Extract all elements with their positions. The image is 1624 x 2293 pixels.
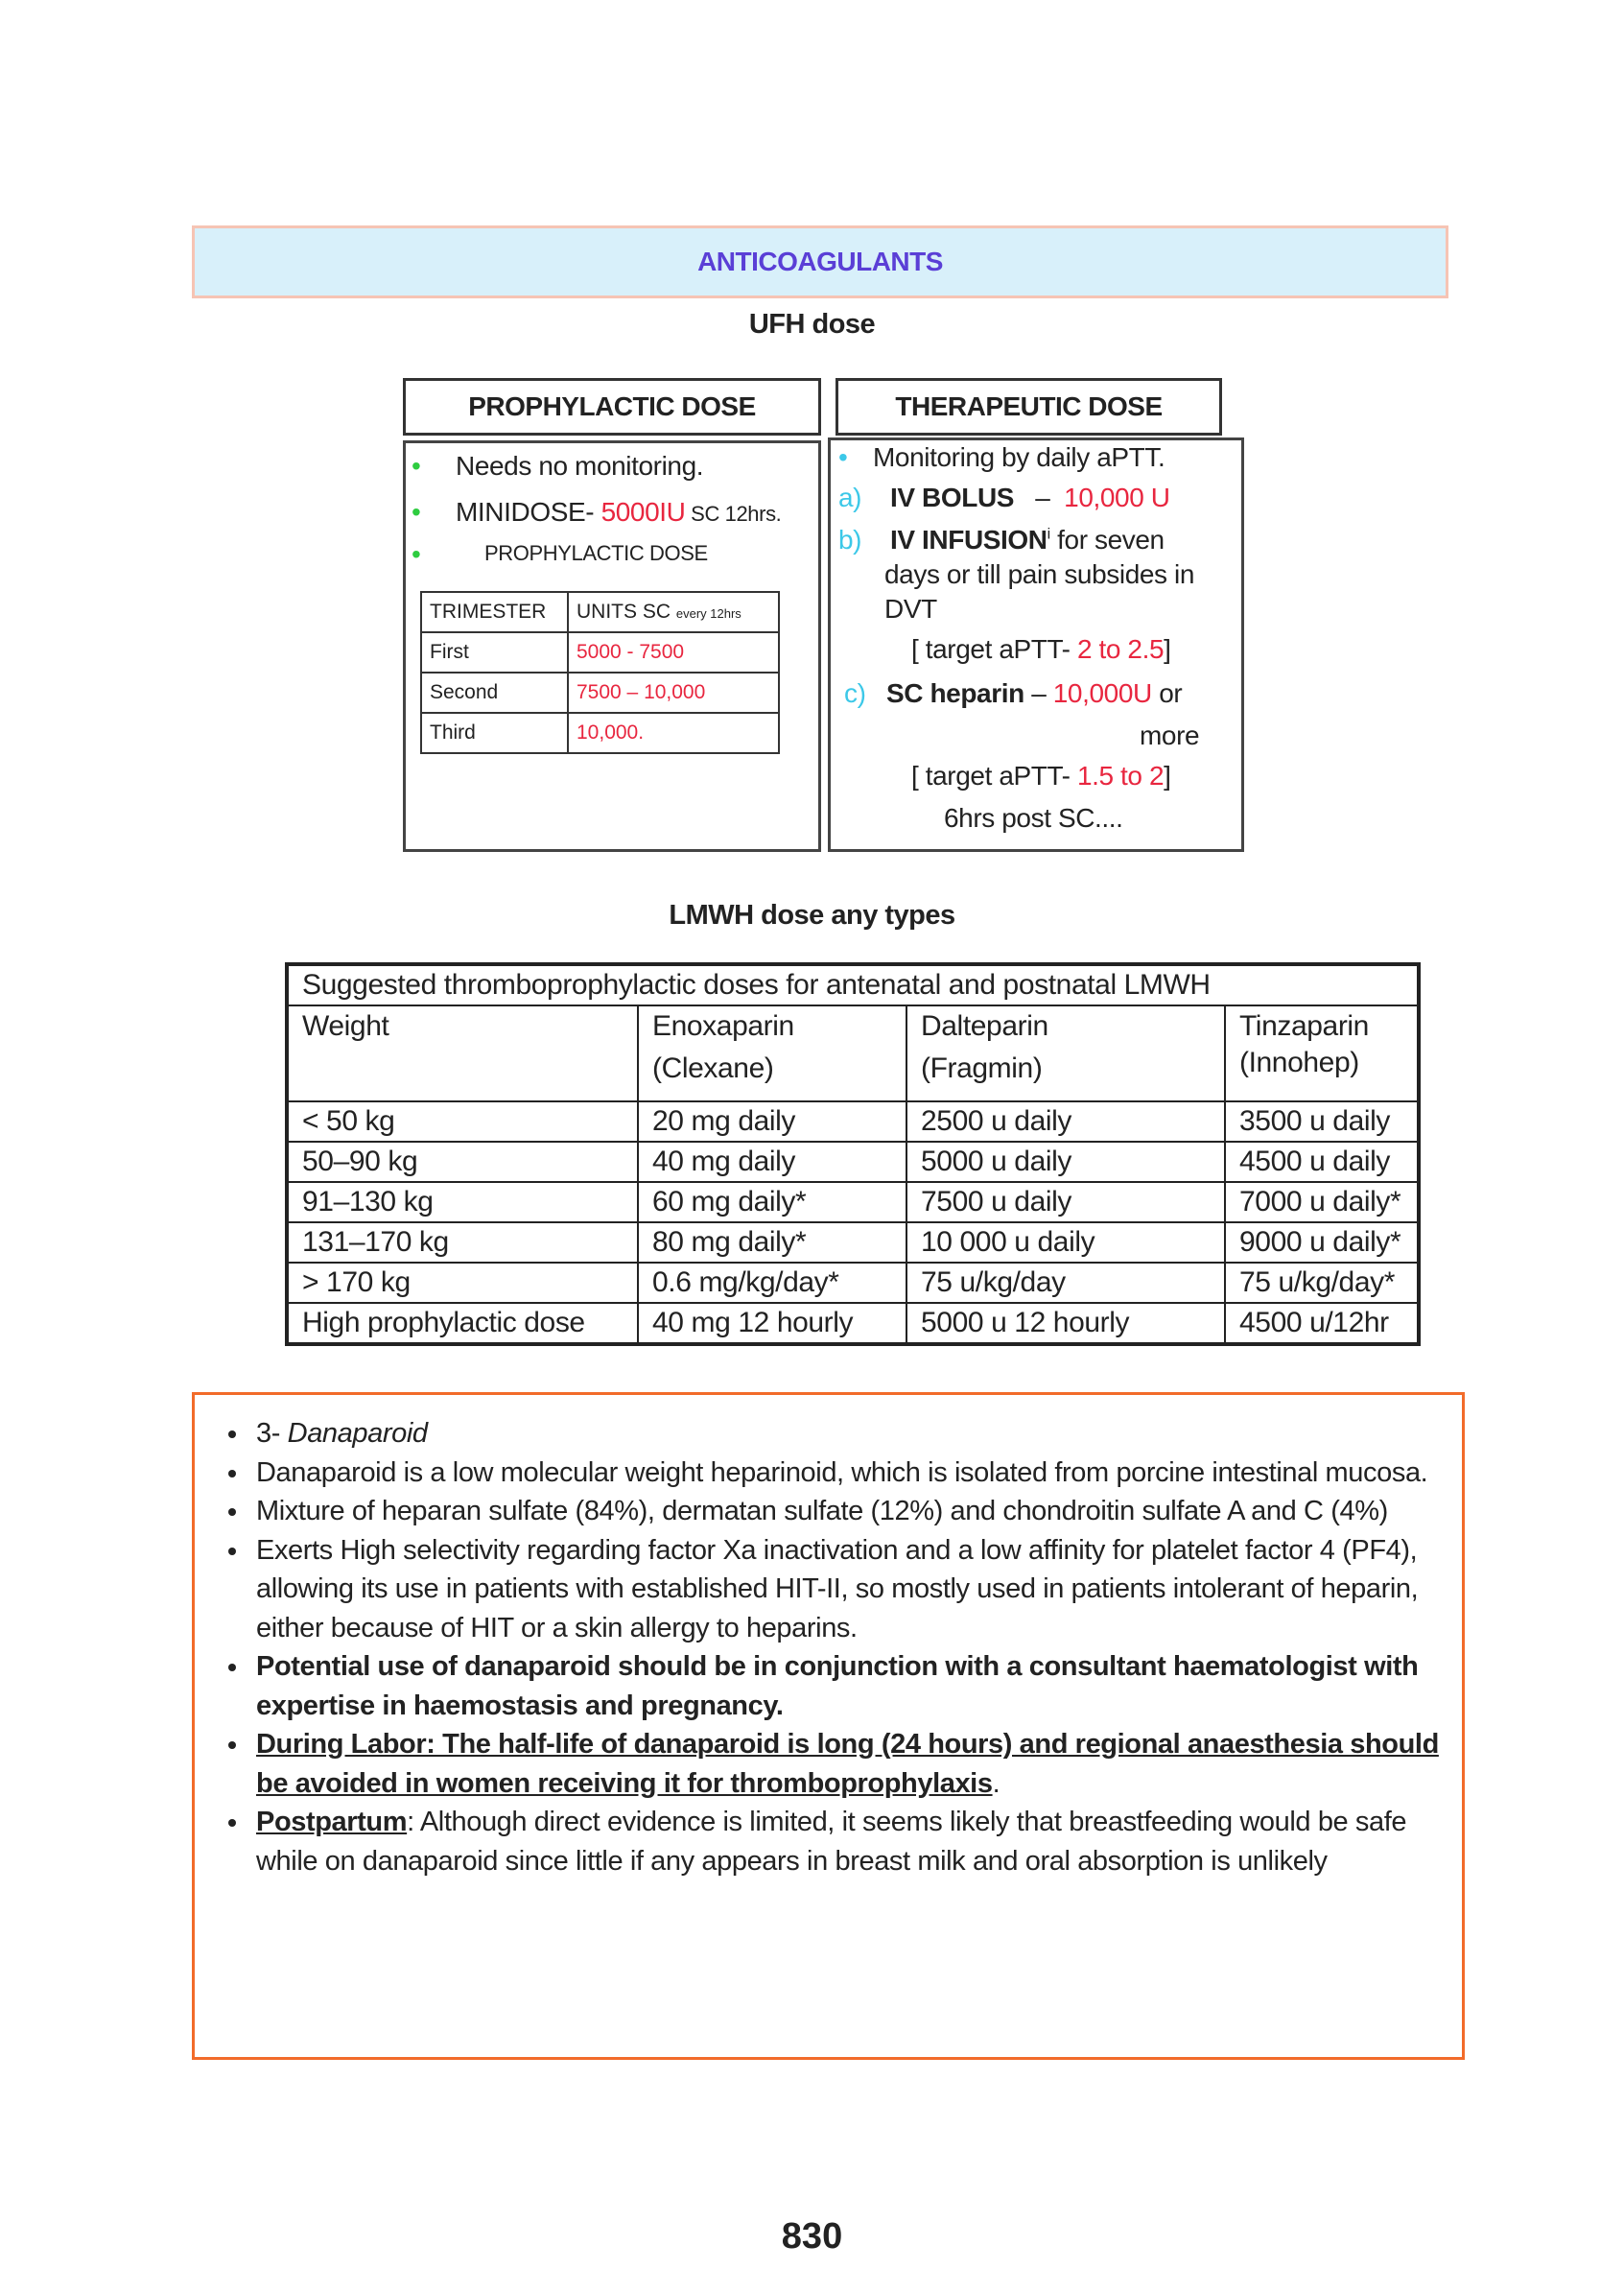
trimester-cell: Third bbox=[421, 713, 568, 753]
list-item bbox=[250, 1414, 1443, 1454]
table-row bbox=[287, 1263, 1419, 1303]
danaparoid-list bbox=[195, 1395, 1462, 1880]
dash: – bbox=[1035, 483, 1050, 512]
post-sc-text: 6hrs post SC.... bbox=[944, 803, 1123, 833]
prophylactic-subheading: PROPHYLACTIC DOSE bbox=[484, 541, 708, 565]
section-number: 3- bbox=[256, 1418, 288, 1449]
list-item: • Danaparoid is a low molecular weight heparinoid, which is isolated from porcine intestinal mucosa. bbox=[250, 1454, 1443, 1493]
infusion-text: DVT bbox=[884, 594, 937, 624]
target-label: [ target aPTT- bbox=[911, 634, 1077, 664]
header-line: (Clexane) bbox=[652, 1052, 774, 1084]
table-caption-row bbox=[287, 964, 1419, 1005]
table-header bbox=[568, 592, 779, 632]
list-marker: c) bbox=[844, 678, 866, 708]
table-cell: 40 mg 12 hourly bbox=[638, 1303, 906, 1344]
table-cell: 75 u/kg/day bbox=[906, 1263, 1225, 1303]
table-cell: 20 mg daily bbox=[638, 1101, 906, 1142]
units-header: UNITS SC bbox=[577, 601, 671, 623]
target-value: 2 to 2.5 bbox=[1076, 634, 1165, 664]
table-cell: < 50 kg bbox=[287, 1101, 638, 1142]
units-cell: 5000 - 7500 bbox=[568, 632, 779, 673]
table-cell: 5000 u daily bbox=[906, 1142, 1225, 1182]
infusion-text: for seven bbox=[1049, 525, 1165, 555]
list-item: • Mixture of heparan sulfate (84%), dermatan sulfate (12%) and chondroitin sulfate A and C (4%) bbox=[250, 1492, 1443, 1531]
units-cell: 7500 – 10,000 bbox=[568, 673, 779, 713]
therapeutic-header: THERAPEUTIC DOSE bbox=[836, 378, 1222, 436]
iv-bolus-value: 10,000 U bbox=[1064, 483, 1170, 512]
bullet-icon: • bbox=[838, 442, 848, 472]
units-frequency: every 12hrs bbox=[675, 606, 741, 621]
column-header bbox=[906, 1005, 1225, 1101]
sc-heparin-line bbox=[886, 678, 1182, 709]
ufh-heading: UFH dose bbox=[748, 309, 876, 340]
table-row bbox=[421, 713, 779, 753]
table-cell: 3500 u daily bbox=[1225, 1101, 1419, 1142]
table-header-row bbox=[287, 1005, 1419, 1101]
table-row bbox=[287, 1303, 1419, 1344]
column-header bbox=[287, 1005, 638, 1101]
column-header bbox=[1225, 1005, 1419, 1101]
table-cell: 2500 u daily bbox=[906, 1101, 1225, 1142]
table-cell: High prophylactic dose bbox=[287, 1303, 638, 1344]
table-row bbox=[287, 1182, 1419, 1222]
header-line: Weight bbox=[302, 1010, 389, 1042]
header-line: Enoxaparin bbox=[652, 1010, 794, 1042]
labor-warning: During Labor: The half-life of danaparoid is long (24 hours) and regional anaesthesia should be avoided in women receiving it for thromboprophylaxis bbox=[256, 1729, 1439, 1799]
table-cell: 75 u/kg/day* bbox=[1225, 1263, 1419, 1303]
section-title: Danaparoid bbox=[287, 1418, 428, 1449]
infusion-text: days or till pain subsides in bbox=[884, 559, 1195, 589]
prophylactic-panel bbox=[403, 440, 821, 852]
more-text: more bbox=[1140, 721, 1200, 750]
therapeutic-panel bbox=[828, 437, 1244, 852]
table-cell: 60 mg daily* bbox=[638, 1182, 906, 1222]
units-cell: 10,000. bbox=[568, 713, 779, 753]
table-cell: 50–90 kg bbox=[287, 1142, 638, 1182]
table-row bbox=[287, 1142, 1419, 1182]
table-row bbox=[287, 1101, 1419, 1142]
danaparoid-box bbox=[192, 1392, 1465, 2060]
trimester-table bbox=[420, 591, 780, 754]
table-row bbox=[421, 673, 779, 713]
bracket: ] bbox=[1164, 634, 1171, 664]
table-cell: 131–170 kg bbox=[287, 1222, 638, 1263]
minidose-line bbox=[456, 497, 781, 528]
column-header bbox=[638, 1005, 906, 1101]
table-cell: 4500 u daily bbox=[1225, 1142, 1419, 1182]
minidose-frequency: SC 12hrs. bbox=[685, 502, 782, 526]
table-cell: 10 000 u daily bbox=[906, 1222, 1225, 1263]
target-aptt-2 bbox=[911, 761, 1171, 792]
table-cell: 80 mg daily* bbox=[638, 1222, 906, 1263]
table-row bbox=[287, 1222, 1419, 1263]
bracket: ] bbox=[1164, 761, 1171, 791]
bullet-icon: • bbox=[412, 451, 421, 481]
list-item: • Potential use of danaparoid should be in conjunction with a consultant haematologist with expertise in haemostasis and pregnancy. bbox=[250, 1647, 1443, 1725]
target-value: 1.5 to 2 bbox=[1076, 761, 1165, 791]
or-text: or bbox=[1151, 678, 1183, 708]
table-cell: 4500 u/12hr bbox=[1225, 1303, 1419, 1344]
iv-bolus-line bbox=[890, 483, 1170, 513]
header-line: (Fragmin) bbox=[921, 1052, 1043, 1084]
table-cell: 5000 u 12 hourly bbox=[906, 1303, 1225, 1344]
sc-heparin-value: 10,000U bbox=[1052, 678, 1152, 708]
table-caption: Suggested thromboprophylactic doses for antenatal and postnatal LMWH bbox=[287, 964, 1419, 1005]
table-cell: > 170 kg bbox=[287, 1263, 638, 1303]
target-aptt-1 bbox=[911, 634, 1171, 665]
iv-infusion-line bbox=[890, 525, 1165, 556]
table-header: TRIMESTER bbox=[421, 592, 568, 632]
list-marker: b) bbox=[838, 525, 862, 555]
page-title: ANTICOAGULANTS bbox=[697, 247, 943, 276]
table-cell: 40 mg daily bbox=[638, 1142, 906, 1182]
table-row bbox=[421, 592, 779, 632]
table-cell: 7000 u daily* bbox=[1225, 1182, 1419, 1222]
trimester-cell: First bbox=[421, 632, 568, 673]
header-line: Tinzaparin bbox=[1239, 1010, 1369, 1042]
dash: – bbox=[1024, 678, 1053, 708]
lmwh-dose-table bbox=[285, 962, 1421, 1346]
list-item bbox=[250, 1725, 1443, 1803]
header-line: Dalteparin bbox=[921, 1010, 1048, 1042]
iv-infusion-label: IV INFUSION bbox=[890, 525, 1047, 555]
sc-heparin-label: SC heparin bbox=[886, 678, 1024, 708]
period: . bbox=[992, 1767, 1000, 1799]
table-cell: 7500 u daily bbox=[906, 1182, 1225, 1222]
minidose-label: MINIDOSE- bbox=[456, 497, 601, 527]
table-cell: 91–130 kg bbox=[287, 1182, 638, 1222]
prophylactic-header: PROPHYLACTIC DOSE bbox=[403, 378, 821, 436]
list-item: • Exerts High selectivity regarding factor Xa inactivation and a low affinity for platelet factor 4 (PF4), allowing its use in patients with established HIT-II, so mostly used in patients intolerant of heparin, either because of HIT or a skin allergy to heparins. bbox=[250, 1531, 1443, 1648]
header-line: (Innohep) bbox=[1239, 1047, 1359, 1078]
postpartum-text: : Although direct evidence is limited, it seems likely that breastfeeding would be safe while on danaparoid since little if any appears in breast milk and oral absorption is unlikely bbox=[256, 1807, 1407, 1877]
monitoring-text: Monitoring by daily aPTT. bbox=[873, 442, 1165, 472]
postpartum-label: Postpartum bbox=[256, 1807, 408, 1837]
bullet-icon: • bbox=[412, 539, 421, 569]
list-item bbox=[250, 1803, 1443, 1880]
minidose-value: 5000IU bbox=[600, 497, 686, 527]
page-number: 830 bbox=[781, 2216, 843, 2257]
trimester-cell: Second bbox=[421, 673, 568, 713]
table-cell: 9000 u daily* bbox=[1225, 1222, 1419, 1263]
table-row bbox=[421, 632, 779, 673]
bullet-icon: • bbox=[412, 497, 421, 527]
iv-bolus-label: IV BOLUS bbox=[890, 483, 1015, 512]
lmwh-heading: LMWH dose any types bbox=[669, 900, 955, 931]
footnote-marker: i bbox=[1047, 526, 1050, 543]
list-marker: a) bbox=[838, 483, 862, 512]
target-label: [ target aPTT- bbox=[911, 761, 1077, 791]
table-cell: 0.6 mg/kg/day* bbox=[638, 1263, 906, 1303]
title-banner bbox=[192, 225, 1448, 298]
monitoring-note: Needs no monitoring. bbox=[456, 451, 704, 481]
